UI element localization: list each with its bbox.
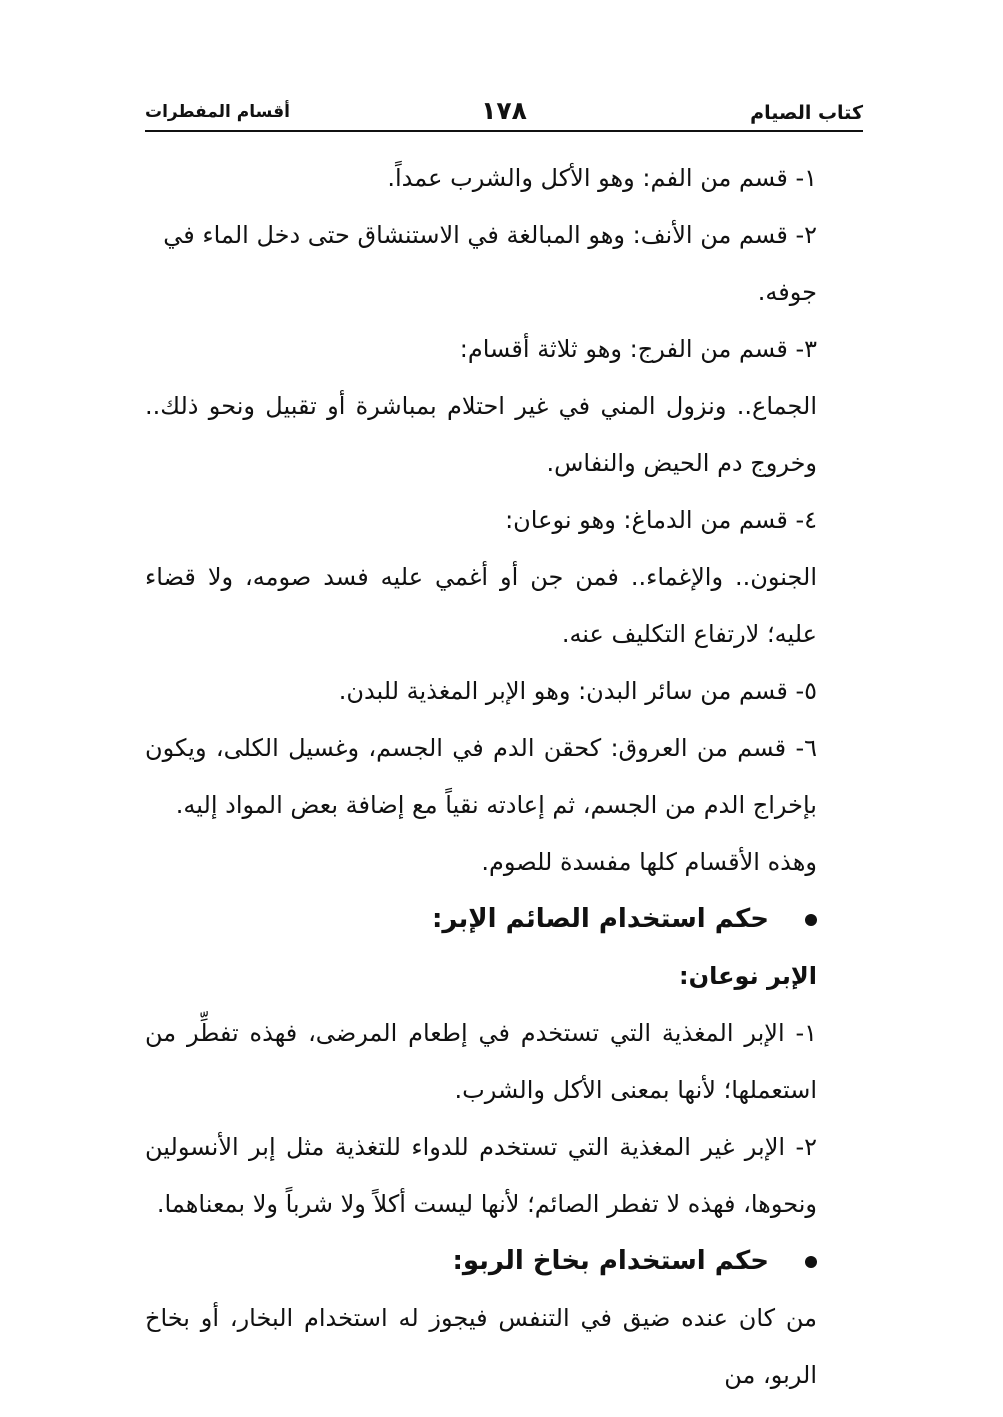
list-item-non-nutritive-injections: ٢- الإبر غير المغذية التي تستخدم للدواء للتغذية مثل إبر الأنسولين ونحوها، فهذه لا تفطر الصائم؛ لأنها ليست أكلاً ولا شرباً ولا بمعناهما. — [145, 1133, 817, 1218]
section-title: أقسام المفطرات — [145, 102, 290, 122]
list-item-mouth: ١- قسم من الفم: وهو الأكل والشرب عمداً. — [387, 164, 817, 192]
list-item-private-part-detail: الجماع.. ونزول المني في غير احتلام بمباشرة أو تقبيل ونحو ذلك.. وخروج دم الحيض والنفاس. — [145, 392, 817, 477]
list-item-body: ٥- قسم من سائر البدن: وهو الإبر المغذية للبدن. — [338, 677, 817, 705]
list-item-brain: ٤- قسم من الدماغ: وهو نوعان: — [505, 506, 817, 534]
list-item-brain-detail: الجنون.. والإغماء.. فمن جن أو أغمي عليه فسد صومه، ولا قضاء عليه؛ لارتفاع التكليف عنه. — [145, 563, 817, 648]
page-number: ١٧٨ — [481, 96, 527, 125]
bullet-icon — [805, 1256, 817, 1268]
subheading-injection-types: الإبر نوعان: — [679, 962, 817, 990]
page-header — [145, 92, 863, 132]
book-title: كتاب الصيام — [750, 102, 863, 124]
section-heading-injections — [145, 891, 817, 948]
list-item-nutritive-injections: ١- الإبر المغذية التي تستخدم في إطعام المرضى، فهذه تفطِّر من استعملها؛ لأنها بمعنى الأكل والشرب. — [145, 1019, 817, 1104]
page-body — [145, 150, 817, 1404]
list-item-veins: ٦- قسم من العروق: كحقن الدم في الجسم، وغسيل الكلى، ويكون بإخراج الدم من الجسم، ثم إعادته نقياً مع إضافة بعض المواد إليه. — [145, 734, 817, 819]
bullet-icon — [805, 914, 817, 926]
section-heading-inhaler-text: حكم استخدام بخاخ الربو: — [452, 1246, 769, 1276]
final-paragraph: من كان عنده ضيق في التنفس فيجوز له استخدام البخار، أو بخاخ الربو، من — [145, 1304, 817, 1389]
summary-line: وهذه الأقسام كلها مفسدة للصوم. — [481, 848, 817, 876]
section-heading-injections-text: حكم استخدام الصائم الإبر: — [431, 904, 769, 934]
section-heading-inhaler — [145, 1233, 817, 1290]
list-item-private-part: ٣- قسم من الفرج: وهو ثلاثة أقسام: — [459, 335, 817, 363]
header-rule — [145, 130, 863, 132]
list-item-nose: ٢- قسم من الأنف: وهو المبالغة في الاستنشاق حتى دخل الماء في جوفه. — [163, 221, 817, 306]
